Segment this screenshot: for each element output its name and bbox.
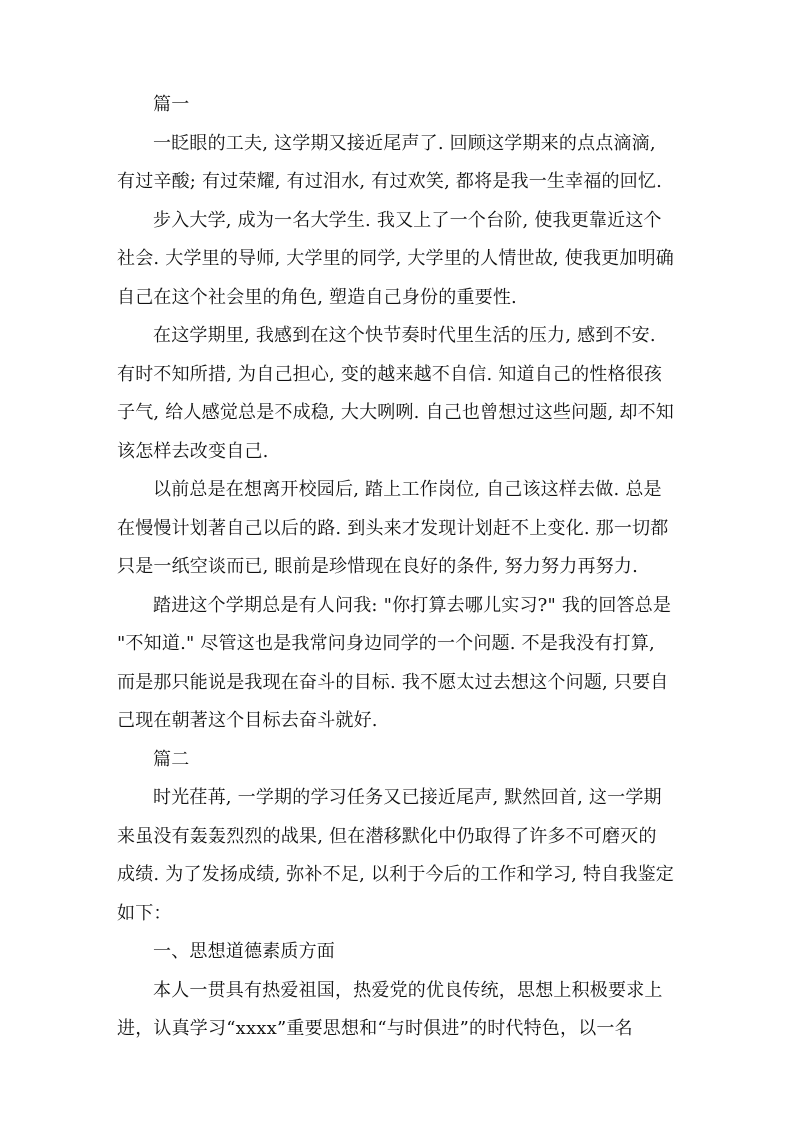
text-line: 子气, 给人感觉总是不成稳, 大大咧咧. 自己也曾想过这些问题, 却不知 <box>117 402 674 423</box>
text-line: 步入大学, 成为一名大学生. 我又上了一个台阶, 使我更靠近这个 <box>153 209 662 231</box>
text-line: 时光荏苒, 一学期的学习任务又已接近尾声, 默然回首, 这一学期 <box>153 787 662 808</box>
text-line: 一眨眼的工夫, 这学期又接近尾声了. 回顾这学期来的点点滴滴, <box>153 132 656 154</box>
document-body <box>117 86 679 1049</box>
text-line: 本人一贯具有热爱祖国，热爱党的优良传统，思想上积极要求上 <box>153 979 663 1001</box>
text-line: "不知道." 尽管这也是我常问身边同学的一个问题. 不是我没有打算, <box>117 633 655 654</box>
text-line: 而是那只能说是我现在奋斗的目标. 我不愿太过去想这个问题, 只要自 <box>117 671 669 693</box>
text-line: 如下： <box>117 902 172 924</box>
text-line: 踏进这个学期总是有人问我: "你打算去哪儿实习?" 我的回答总是 <box>153 594 672 616</box>
text-line: 进，认真学习“xxxx”重要思想和“与时俱进”的时代特色，以一名 <box>117 1018 633 1039</box>
text-line: 在慢慢计划著自己以后的路. 到头来才发现计划赶不上变化. 那一切都 <box>117 517 669 539</box>
text-line: 在这学期里, 我感到在这个快节奏时代里生活的压力, 感到不安. <box>153 325 656 346</box>
text-line: 有时不知所措, 为自己担心, 变的越来越不自信. 知道自己的性格很孩 <box>117 363 663 385</box>
section-heading-1: 篇一 <box>153 94 190 115</box>
text-line: 成绩. 为了发扬成绩, 弥补不足, 以利于今后的工作和学习, 特自我鉴定 <box>117 864 674 885</box>
text-line: 己现在朝著这个目标去奋斗就好. <box>117 710 378 731</box>
subheading: 一、思想道德素质方面 <box>153 941 335 962</box>
text-line: 有过辛酸; 有过荣耀, 有过泪水, 有过欢笑, 都将是我一生幸福的回忆. <box>117 171 663 192</box>
text-line: 以前总是在想离开校园后, 踏上工作岗位, 自己该这样去做. 总是 <box>153 479 662 500</box>
section-heading-2: 篇二 <box>153 748 190 770</box>
text-line: 只是一纸空谈而已, 眼前是珍惜现在良好的条件, 努力努力再努力. <box>117 556 639 577</box>
text-line: 该怎样去改变自己. <box>117 440 269 462</box>
text-line: 社会. 大学里的导师, 大学里的同学, 大学里的人情世故, 使我更加明确 <box>117 248 674 269</box>
text-line: 来虽没有轰轰烈烈的战果, 但在潜移默化中仍取得了许多不可磨灭的 <box>117 825 657 847</box>
text-line: 自己在这个社会里的角色, 塑造自己身份的重要性. <box>117 286 517 308</box>
